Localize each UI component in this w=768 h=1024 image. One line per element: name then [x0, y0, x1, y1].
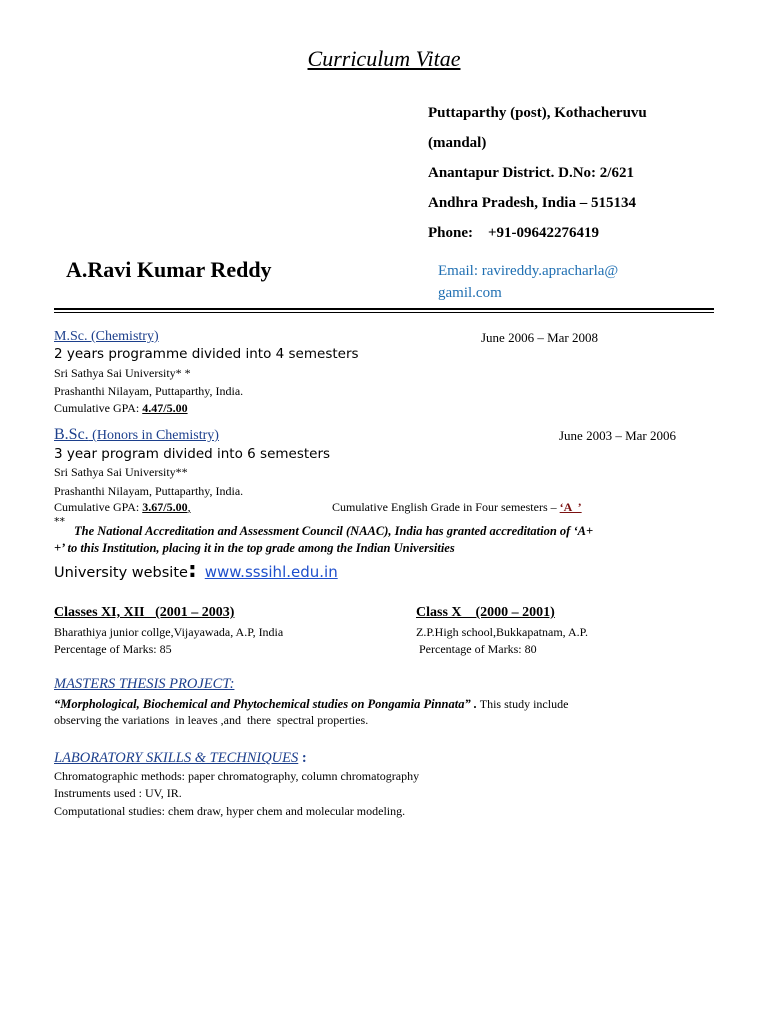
bsc-degree-abbr: B.Sc. [54, 426, 89, 443]
lab-item-chromatography: Chromatographic methods: paper chromatography, column chromatography [54, 769, 420, 783]
naac-stars: ** [54, 515, 65, 528]
msc-gpa-label: Cumulative GPA: [54, 401, 143, 415]
naac-line-1: The National Accreditation and Assessment Council (NAAC), India has granted accreditation of ‘A+ [74, 524, 594, 538]
address-line-4: Andhra Pradesh, India – 515134 [428, 195, 636, 211]
bsc-gpa-label: Cumulative GPA: [54, 500, 143, 514]
classes-xi-xii-marks: Percentage of Marks: 85 [54, 642, 172, 656]
msc-gpa-value: 4.47/5.00 [142, 401, 188, 415]
lab-item-computational: Computational studies: chem draw, hyper chem and molecular modeling. [54, 804, 406, 818]
bsc-gpa [54, 500, 191, 515]
address-line-1: Puttaparthy (post), Kothacheruvu [428, 105, 647, 121]
header-divider-thin [54, 312, 714, 313]
class-x-marks: Percentage of Marks: 80 [416, 642, 537, 656]
bsc-dates: June 2003 – Mar 2006 [559, 428, 676, 443]
website-label: University website [54, 565, 188, 581]
phone: Phone: +91-09642276419 [428, 225, 600, 241]
bsc-university: Sri Sathya Sai University** [54, 465, 188, 479]
bsc-location: Prashanthi Nilayam, Puttaparthy, India. [54, 484, 244, 498]
thesis-desc-2: observing the variations in leaves ,and there spectral properties. [54, 713, 369, 727]
header-divider [54, 308, 714, 310]
lab-heading [54, 749, 307, 767]
thesis-title-line [54, 695, 568, 713]
bsc-degree [54, 426, 219, 444]
class-x-heading: Class X (2000 – 2001) [416, 605, 555, 620]
naac-line-2: +’ to this Institution, placing it in the top grade among the Indian Universities [54, 541, 455, 555]
classes-xi-xii-school: Bharathiya junior collge,Vijayawada, A.P, India [54, 625, 284, 639]
msc-degree: M.Sc. (Chemistry) [54, 329, 159, 344]
candidate-name: A.Ravi Kumar Reddy [66, 257, 272, 282]
msc-dates: June 2006 – Mar 2008 [481, 330, 598, 345]
thesis-heading: MASTERS THESIS PROJECT: [54, 676, 235, 692]
bsc-english-label: Cumulative English Grade in Four semesters – [332, 500, 560, 514]
document-title: Curriculum Vitae [307, 46, 461, 71]
lab-heading-colon: : [298, 750, 307, 766]
lab-item-instruments: Instruments used : UV, IR. [54, 786, 182, 800]
address-line-3: Anantapur District. D.No: 2/621 [428, 165, 634, 181]
address-line-2: (mandal) [428, 135, 487, 151]
bsc-english-grade [332, 500, 582, 515]
bsc-gpa-comma: , [187, 500, 191, 514]
university-website [54, 558, 338, 583]
email-line-2[interactable]: gamil.com [438, 285, 502, 301]
lab-heading-text: LABORATORY SKILLS & TECHNIQUES [54, 750, 299, 766]
thesis-title: “Morphological, Biochemical and Phytochemical studies on Pongamia Pinnata” . [54, 697, 477, 711]
msc-gpa [54, 401, 188, 416]
class-x-school: Z.P.High school,Bukkapatnam, A.P. [416, 625, 589, 639]
website-colon: : [187, 558, 197, 583]
bsc-program: 3 year program divided into 6 semesters [54, 446, 331, 462]
bsc-english-value: ‘A ’ [559, 500, 582, 514]
bsc-degree-rest: (Honors in Chemistry) [88, 428, 219, 443]
email-line-1[interactable]: Email: ravireddy.apracharla@ [438, 263, 619, 279]
msc-program: 2 years programme divided into 4 semesters [54, 346, 359, 362]
msc-university: Sri Sathya Sai University* * [54, 366, 191, 380]
bsc-gpa-value: 3.67/5.00 [142, 500, 188, 514]
msc-location: Prashanthi Nilayam, Puttaparthy, India. [54, 384, 244, 398]
website-link[interactable]: www.sssihl.edu.in [204, 563, 338, 581]
classes-xi-xii-heading: Classes XI, XII (2001 – 2003) [54, 605, 235, 620]
thesis-desc-1: This study include [476, 697, 569, 711]
